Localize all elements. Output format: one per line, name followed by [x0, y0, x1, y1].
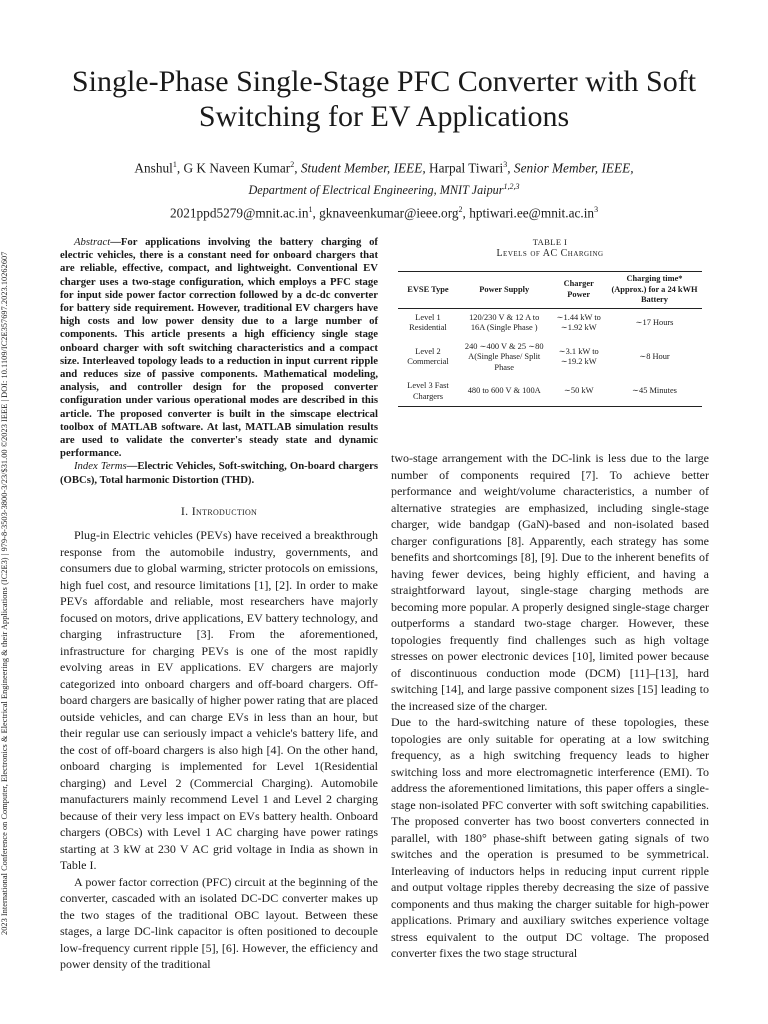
- abstract-label: Abstract: [74, 236, 111, 248]
- header-power-supply: Power Supply: [458, 272, 550, 309]
- title-line-2: Switching for EV Applications: [198, 100, 570, 133]
- table-label: TABLE I: [532, 237, 568, 247]
- cell: ∼1.44 kW to ∼1.92 kW: [556, 312, 601, 332]
- cell: 240 ∼400 V & 25 ∼80 A(Single Phase/ Split Phase: [464, 341, 544, 372]
- emails: $2021ppd5279@mnit.ac.in^1$, gknaveenkumar@ieee.org$^2$, $hptiwari.ee@mnit.ac.in^3$: [169, 205, 599, 221]
- author-1-sup: 1: [172, 160, 177, 169]
- header-charger-power: Charger Power: [550, 272, 607, 309]
- section-number: I.: [180, 503, 189, 518]
- header-charging-time: Charging time* (Approx.) for a 24 kWH Battery: [607, 272, 702, 309]
- index-terms-label: Index Terms: [74, 460, 127, 473]
- email-3[interactable]: hptiwari.ee@mnit.ac.in: [469, 205, 595, 221]
- section-title: Introduction: [191, 503, 258, 518]
- index-terms: [60, 460, 378, 486]
- conference-citation: 2023 International Conference on Computer, Electronics & Electrical Engineering & their Applications (IC2E3) | 979-8-3503-3800-3/23/$31.00 ©2023 IEEE | DOI: 10.1109/IC2E357697.2023.10262607: [0, 251, 9, 935]
- abstract-text: —For applications involving the battery charging of electric vehicles, there is a constant need for onboard chargers that are reliable, effective, compact, and lightweight. Conventional EV charger uses a two-stage configuration, which employs a PFC stage for input side power factor correction followed by a dc-dc converter for battery side requirement. However, traditional EV chargers have high costs and low power density due to a large number of components. This article presents a high efficiency single stage onboard charger with soft switching characteristics and a compact size. Interleaved topology leads to a reduction in input current ripple and reduces size of passive components. Mathematical modeling, analysis, and controller design for the proposed converter configuration under various operational modes are described in this article. The proposed converter is built in the simscape electrical toolbox of MATLAB software. At last, MATLAB simulation results are used to validate the converter's steady state and dynamic performance.: [60, 236, 378, 460]
- intro-paragraph-1: Plug-in Electric vehicles (PEVs) have received a breakthrough response from the automobile industry, governments, and consumers due to global warming, stricter protocols on emissions, high fuel cost, and resource limitations [1], [2]. In order to make PEVs affordable and reliable, most researchers have majorly focused on motors, drive applications, EV battery technology, and charging infrastructure [3]. From the aforementioned, infrastructure for charging PEVs is one of the most rapidly evolving areas in EV applications. EV chargers are majorly categorized into onboard chargers and off-board chargers. Off-board chargers are basically of higher power rating that are placed outside vehicles, and can charge EVs in less than an hour, but their regular use can seriously impact a vehicle's battery life, and the cost of off-board chargers is also high [4]. On the other hand, onboard charging is implemented for Level 1(Residential charging) and Level 2 (Commercial Charging). Automobile manufacturers mainly recommend Level 1 and Level 2 charging because of their very less impact on EVs battery health. Onboard chargers (OBCs) with Level 1 AC charging have power ratings starting at 3 kW at 230 V AC grid voltage in India as shown in Table I.: [60, 528, 378, 873]
- author-3-sup: 3: [503, 160, 508, 169]
- title-line-1: Single-Phase Single-Stage PFC Converter with Soft: [71, 65, 697, 98]
- affiliation-text: Department of Electrical Engineering, MNIT Jaipur: [248, 183, 504, 198]
- levels-table: [398, 271, 702, 407]
- email-3-sup: 3: [594, 205, 599, 215]
- author-2-role: Student Member, IEEE,: [300, 160, 426, 176]
- author-block: [50, 155, 718, 223]
- table-levels-ac-charging: [398, 237, 702, 407]
- table-row: [398, 308, 702, 338]
- email-1-sup: 1: [308, 205, 313, 215]
- cell: ∼17 Hours: [635, 317, 674, 327]
- cell: ∼45 Minutes: [607, 377, 702, 407]
- cell: Level 3 Fast Chargers: [398, 377, 458, 407]
- paper-title: [50, 64, 718, 134]
- affiliation-sup: 1,2,3: [503, 182, 520, 192]
- cell: Level 1 Residential: [409, 312, 447, 332]
- left-column: [60, 236, 378, 973]
- table-row: [398, 338, 702, 378]
- index-terms-text: —Electric Vehicles, Soft-switching, On-board chargers (OBCs), Total harmonic Distortion (THD).: [60, 460, 378, 486]
- header-evse-type: EVSE Type: [398, 272, 458, 309]
- right-column: [391, 450, 709, 962]
- email-1[interactable]: 2021ppd5279@mnit.ac.in: [169, 205, 309, 221]
- table-row: [398, 377, 702, 407]
- author-names: Anshul$^1$, G K Naveen Kumar$^2$, Student Member, IEEE, Harpal Tiwari$^3$, Senior Member, IEEE,: [134, 160, 634, 176]
- cell: 480 to 600 V & 100A: [458, 377, 550, 407]
- table-caption: Levels of AC Charging: [496, 248, 604, 259]
- cell: ∼3.1 kW to ∼19.2 kW: [558, 346, 599, 367]
- section-heading: [60, 503, 378, 520]
- affiliation: [50, 177, 718, 200]
- right-paragraph-1: two-stage arrangement with the DC-link is less due to the large number of components required [7]. To achieve better performance and weight/volume characteristics, a number of alternative strategies are emphasized, including single-stage charger, wide bandgap (GaN)-based and non-isolated based charger configurations [8]. Apparently, each strategy has some benefits and shortcomings [8], [9]. Due to the inherent benefits of having fewer devices, being highly efficient, and having a straightforward layout, single-stage charging methods are becoming more popular. A properly designed single-stage charger outperforms a standard two-stage charger. However, these topologies frequently find challenges such as high voltage stresses on power electronic devices [10], limited power because of discontinuous conduction mode (DCM) [11]–[13], hard switching [14], and large passive component sizes [15] leading to the increased size of the charger.: [391, 451, 709, 713]
- cell: 120/230 V & 12 A to 16A (Single Phase ): [469, 312, 540, 332]
- author-2-sup: 2: [290, 160, 295, 169]
- intro-paragraph-2: A power factor correction (PFC) circuit at the beginning of the converter, cascaded with an isolated DC-DC converter makes up the two stages of the traditional OBC layout. Between these stages, a large DC-link capacitor is often positioned to decouple low-frequency current ripple [5], [6]. However, the efficiency and power density of the traditional: [60, 874, 378, 972]
- author-3: Harpal Tiwari: [429, 160, 504, 176]
- email-2[interactable]: gknaveenkumar@ieee.org: [319, 205, 459, 221]
- right-paragraph-2: Due to the hard-switching nature of these topologies, these topologies are only suitable for operating at a low switching frequency, as a high switching frequency leads to higher switching loss and more electromagnetic interference (EMI). To address the aforementioned limitations, this paper offers a single-stage non-isolated PFC converter with soft switching capabilities. The proposed converter has two boost converters connected in parallel, with 180° phase-shift between gating signals of two switches and the operation is presumed to be symmetrical. Interleaving of inductors helps in reducing input current ripple and output voltage ripples thereby decreasing the size of passive components and thus making the charger suitable for high-power applications. Primary and auxiliary switches experience voltage stress equivalent to the output DC voltage. The proposed converter fixes the two stage structural: [391, 715, 709, 960]
- author-3-role: Senior Member, IEEE,: [513, 160, 634, 176]
- cell: Level 2 Commercial: [407, 346, 449, 367]
- author-1: Anshul: [134, 160, 173, 176]
- author-2: G K Naveen Kumar: [183, 160, 291, 176]
- cell: ∼8 Hour: [639, 352, 670, 361]
- table-header-row: [398, 272, 702, 309]
- email-2-sup: 2: [458, 205, 463, 215]
- cell: ∼50 kW: [550, 377, 607, 407]
- abstract: [60, 236, 378, 460]
